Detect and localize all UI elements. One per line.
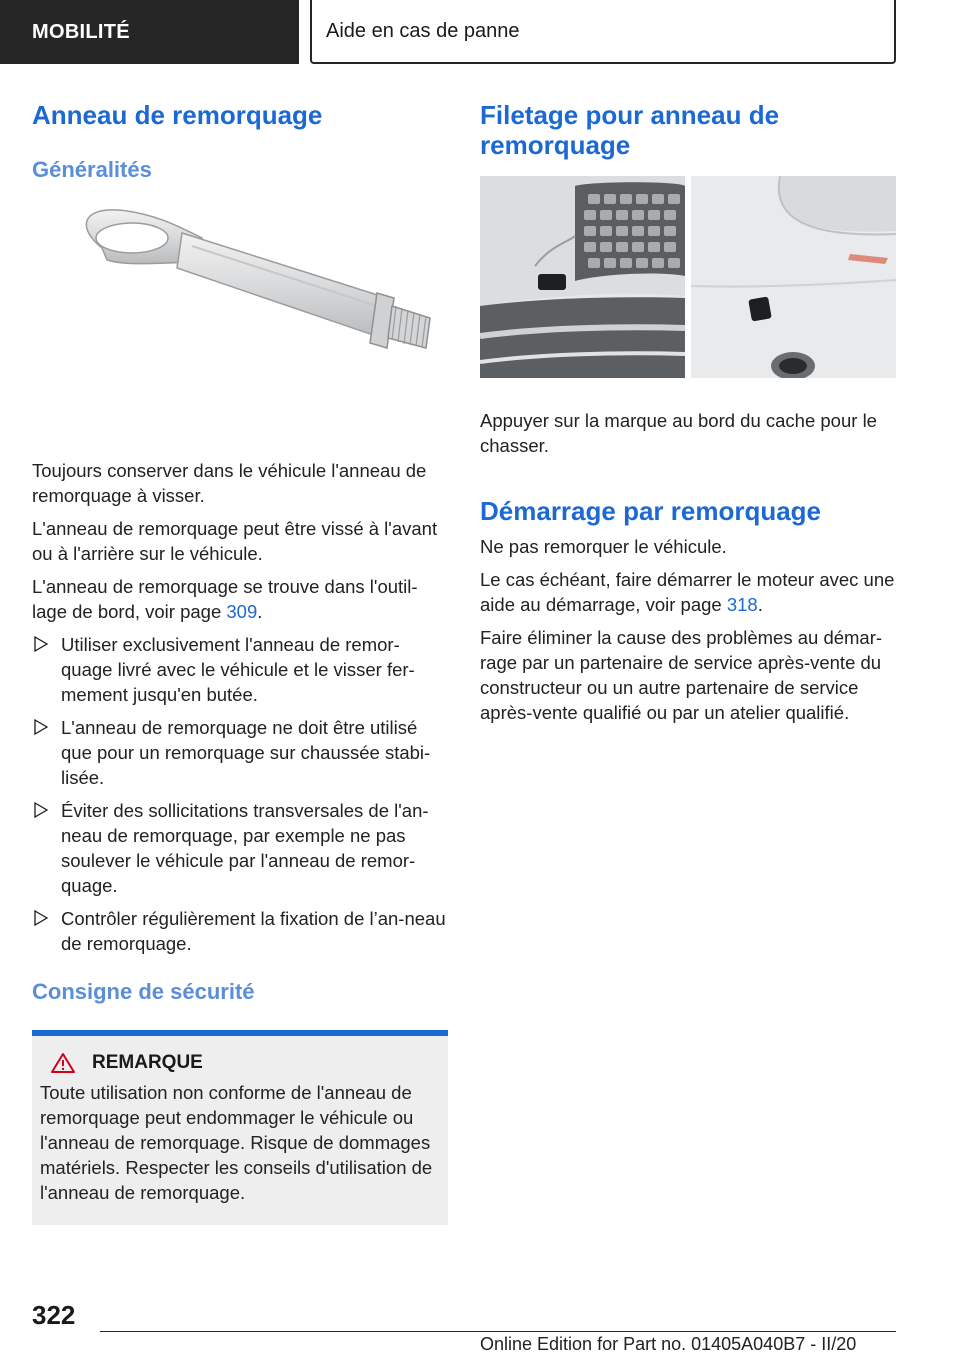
page-number: 322 <box>32 1300 76 1330</box>
paragraph-location: L'anneau de remorquage se trouve dans l'outil-lage de bord, voir page 309. <box>32 576 418 622</box>
triangle-bullet-icon <box>34 718 48 736</box>
heading-tow-ring: Anneau de remorquage <box>32 100 323 130</box>
warning-triangle-icon <box>50 1052 76 1074</box>
chapter-title: Aide en cas de panne <box>326 19 520 42</box>
paragraph-front-rear: L'anneau de remorquage peut être vissé à l'avant ou à l'arrière sur le véhicule. <box>32 518 438 564</box>
instruction-list <box>32 632 448 956</box>
warning-title: REMARQUE <box>92 1052 203 1073</box>
warning-header <box>50 1052 440 1074</box>
right-column <box>480 100 896 733</box>
heading-safety: Consigne de sécurité <box>32 979 255 1004</box>
heading-thread: Filetage pour anneau de remorquage <box>480 100 780 160</box>
paragraph-keep-ring: Toujours conserver dans le véhicule l'anneau de remorquage à visser. <box>32 460 427 506</box>
heading-tow-start: Démarrage par remorquage <box>480 496 822 526</box>
section-tab <box>0 0 299 64</box>
page-link-309[interactable]: 309 <box>226 601 258 622</box>
warning-box <box>32 1030 448 1225</box>
tow-ring-illustration <box>32 198 448 428</box>
left-column <box>32 100 448 1225</box>
list-item: Contrôler régulièrement la fixation de l’an-neau de remorquage. <box>32 906 448 956</box>
footer-edition: Online Edition for Part no. 01405A040B7 - II/20 <box>480 1334 857 1354</box>
triangle-bullet-icon <box>34 909 48 927</box>
footer-divider <box>100 1331 896 1332</box>
warning-text: Toute utilisation non conforme de l'anneau de remorquage peut endommager le véhicule ou l'anneau de remorquage. Risque de dommages matériels. Respecter les conseils d'utilisation de l'anneau de remorquage. <box>40 1082 433 1203</box>
heading-general: Généralités <box>32 157 152 182</box>
section-title: MOBILITÉ <box>32 20 130 43</box>
paragraph-no-tow: Ne pas remorquer le véhicule. <box>480 536 727 557</box>
paragraph-jump-start: Le cas échéant, faire démarrer le moteur avec une aide au démarrage, voir page 318. <box>480 569 895 615</box>
paragraph-service-partner: Faire éliminer la cause des problèmes au démar-rage par un partenaire de service après-vente du constructeur ou un autre partenaire de service après-vente qualifié ou par un atelier qualifié. <box>480 627 883 723</box>
triangle-bullet-icon <box>34 801 48 819</box>
list-item: L'anneau de remorquage ne doit être utilisé que pour un remorquage sur chaussée stabi-lisée. <box>32 715 448 790</box>
page-link-318[interactable]: 318 <box>726 594 758 615</box>
paragraph-press-cover: Appuyer sur la marque au bord du cache pour le chasser. <box>480 410 877 456</box>
list-item: Utiliser exclusivement l'anneau de remor-quage livré avec le véhicule et le visser fer-mement jusqu'en butée. <box>32 632 448 707</box>
thread-photos <box>480 176 896 378</box>
triangle-bullet-icon <box>34 635 48 653</box>
list-item: Éviter des sollicitations transversales de l'an-neau de remorquage, par exemple ne pas soulever le véhicule par l'anneau de remor-quage. <box>32 798 448 898</box>
tow-ring-icon <box>32 198 448 428</box>
car-bumper-photo-icon <box>480 176 896 378</box>
chapter-tab <box>310 0 896 64</box>
